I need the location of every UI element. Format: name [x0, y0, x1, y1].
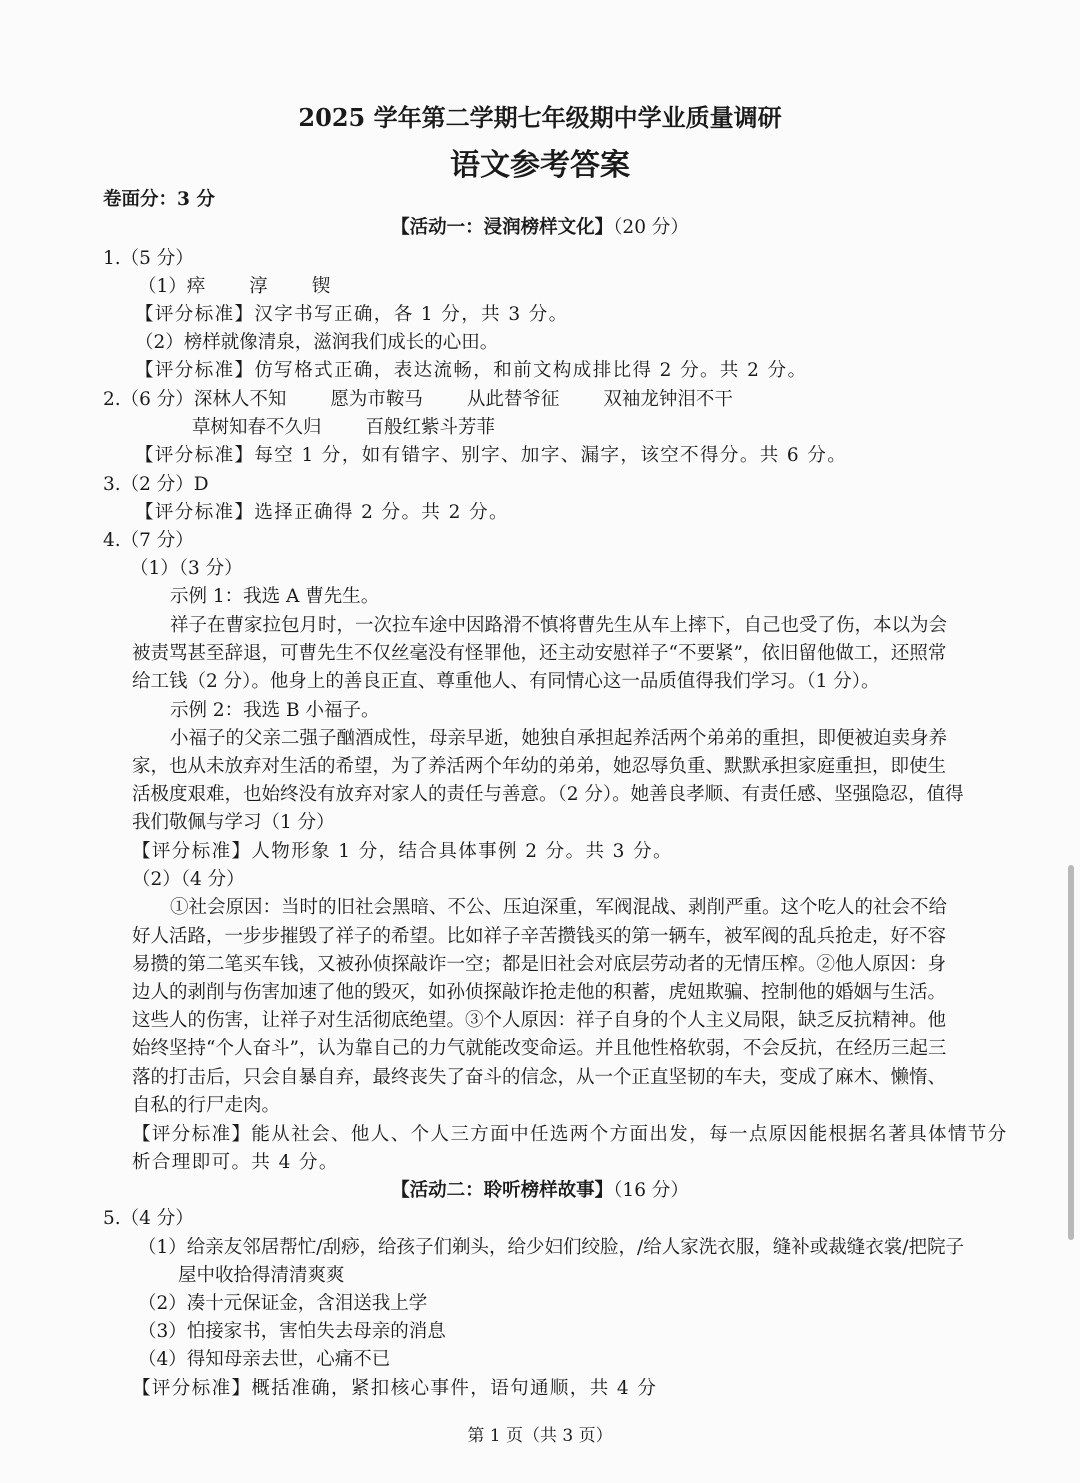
q2-line1	[103, 387, 733, 413]
q5-part2: （2）凑十元保证金，含泪送我上学	[138, 1293, 428, 1314]
q2-answer-3: 从此替爷征	[466, 389, 560, 410]
exam-title: 2025 学年第二学期七年级期中学业质量调研	[298, 103, 782, 132]
q5-part4: （4）得知母亲去世，心痛不已	[138, 1349, 391, 1370]
q4-part2-line: 自私的行尸走肉。	[132, 1095, 281, 1116]
activity2-heading	[0, 1178, 1080, 1204]
q4-example1-line: 被责骂甚至辞退，可曹先生不仅丝毫没有怪罪他，还主动安慰祥子“不要紧”，依旧留他做工，还照常	[132, 643, 947, 664]
q5-part3: （3）怕接家书，害怕失去母亲的消息	[138, 1321, 446, 1342]
q4-part2-head: （2）（4 分）	[132, 869, 245, 890]
q2-standard: 【评分标准】每空 1 分，如有错字、别字、加字、漏字，该空不得分。共 6 分。	[135, 445, 848, 466]
activity1-title: 【活动一：浸润榜样文化】	[391, 217, 614, 238]
q3-head: 3.（2 分）D	[103, 474, 209, 495]
q3-standard: 【评分标准】选择正确得 2 分。共 2 分。	[135, 502, 509, 523]
q4-part1-head: （1）（3 分）	[130, 558, 243, 579]
q2-line2	[192, 415, 495, 441]
q4-part2-standard: 【评分标准】能从社会、他人、个人三方面中任选两个方面出发，每一点原因能根据名著具体情节分	[132, 1124, 1008, 1145]
activity2-score: （16 分）	[613, 1180, 689, 1201]
q4-example2-line: 小福子的父亲二强子酗酒成性，母亲早逝，她独自承担起养活两个弟弟的重担，即便被迫卖身养	[170, 728, 948, 749]
page-number: 第 1 页（共 3 页）	[467, 1426, 613, 1446]
q4-part2-line: 好人活路，一步步摧毁了祥子的希望。比如祥子辛苦攒钱买的第一辆车，被军阀的乱兵抢走，好不容	[132, 926, 947, 947]
q4-part2-standard: 析合理即可。共 4 分。	[132, 1152, 339, 1173]
q4-example1-line: 祥子在曹家拉包月时，一次拉车途中因路滑不慎将曹先生从车上摔下，自己也受了伤，本以为会	[170, 615, 948, 636]
q1-part1-standard: 【评分标准】汉字书写正确，各 1 分，共 3 分。	[135, 304, 569, 325]
q1-answer-2: 淳	[249, 276, 268, 297]
q4-example1-line: 给工钱（2 分）。他身上的善良正直、尊重他人、有同情心这一品质值得我们学习。（1 分）。	[132, 671, 880, 692]
q1-head: 1.（5 分）	[103, 248, 194, 269]
activity2-title: 【活动二：聆听榜样故事】	[391, 1180, 614, 1201]
activity1-score: （20 分）	[613, 217, 689, 238]
q2-answer-2: 愿为市鞍马	[330, 389, 423, 410]
q4-example2-head: 示例 2：我选 B 小福子。	[170, 700, 380, 721]
q4-example2-line: 家，也从未放弃对生活的希望，为了养活两个年幼的弟弟，她忍辱负重、默默承担家庭重担，即使生	[132, 756, 947, 777]
q1-part1-answer	[138, 274, 330, 300]
q2-answer-6: 百般红紫斗芳菲	[365, 417, 496, 438]
q1-answer-1: 瘁	[186, 276, 206, 297]
q1-part2-answer: （2）榜样就像清泉，滋润我们成长的心田。	[135, 332, 499, 353]
q4-part2-line: 易攒的第二笔买车钱，又被孙侦探敲诈一空；都是旧社会对底层劳动者的无情压榨。②他人原因：身	[132, 954, 947, 975]
q4-part2-line: ①社会原因：当时的旧社会黑暗、不公、压迫深重，军阀混战、剥削严重。这个吃人的社会不给	[170, 897, 948, 918]
q4-part2-line: 这些人的伤害，让祥子对生活彻底绝望。③个人原因：祥子自身的个人主义局限，缺乏反抗精神。他	[132, 1010, 947, 1031]
q1-part1-label: （1）	[138, 276, 187, 297]
q5-part1-line: 屋中收拾得清清爽爽	[178, 1265, 345, 1286]
q4-part2-line: 始终坚持“个人奋斗”，认为靠自己的力气就能改变命运。并且他性格软弱，不会反抗，在经历三起三	[132, 1038, 947, 1059]
q4-part1-standard: 【评分标准】人物形象 1 分，结合具体事例 2 分。共 3 分。	[132, 841, 673, 862]
scrollbar[interactable]	[1068, 865, 1074, 1240]
q1-answer-3: 锲	[311, 276, 331, 297]
q2-answer-5: 草树知春不久归	[192, 417, 322, 438]
q2-head: 2.（6 分）	[103, 389, 194, 410]
q5-head: 5.（4 分）	[103, 1208, 194, 1229]
q4-example1-head: 示例 1：我选 A 曹先生。	[170, 586, 380, 607]
q4-part2-line: 边人的剥削与伤害加速了他的毁灭，如孙侦探敲诈抢走他的积蓄，虎妞欺骗、控制他的婚姻与生活。	[132, 982, 947, 1003]
q5-standard: 【评分标准】概括准确，紧扣核心事件，语句通顺，共 4 分	[132, 1378, 658, 1399]
q5-part1-line: （1）给亲友邻居帮忙/刮痧，给孩子们剃头，给少妇们绞脸，/给人家洗衣服，缝补或裁缝衣裳/把院子	[138, 1237, 964, 1258]
q2-answer-1: 深林人不知	[193, 389, 287, 410]
q4-head: 4.（7 分）	[103, 530, 194, 551]
q1-part2-standard: 【评分标准】仿写格式正确，表达流畅，和前文构成排比得 2 分。共 2 分。	[135, 360, 808, 381]
exam-subtitle: 语文参考答案	[450, 148, 630, 183]
q4-example2-line: 我们敬佩与学习（1 分）	[132, 812, 335, 833]
paper-score: 卷面分：3 分	[103, 189, 215, 210]
q2-answer-4: 双袖龙钟泪不干	[603, 389, 733, 410]
q4-part2-line: 落的打击后，只会自暴自弃，最终丧失了奋斗的信念，从一个正直坚韧的车夫，变成了麻木、懒惰、	[132, 1067, 947, 1088]
q4-example2-line: 活极度艰难，也始终没有放弃对家人的责任与善意。（2 分）。她善良孝顺、有责任感、坚强隐忍，值得	[132, 784, 964, 805]
activity1-heading	[0, 215, 1080, 241]
